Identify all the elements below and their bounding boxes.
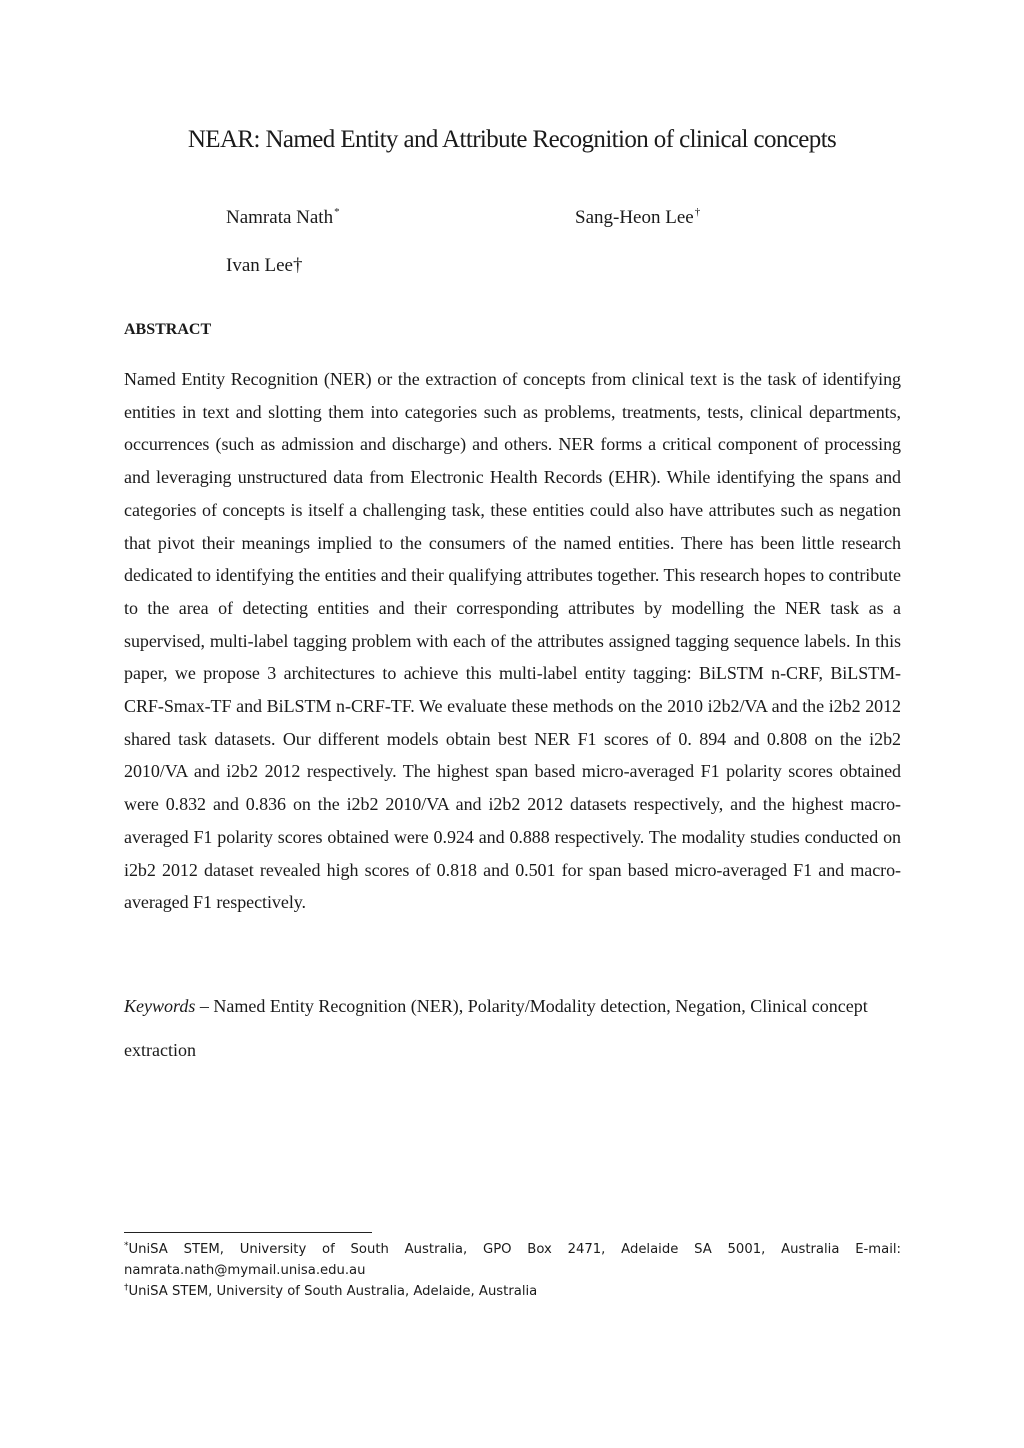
author-name: Sang-Heon Lee: [575, 207, 694, 228]
author-affiliation-mark: †: [694, 206, 701, 218]
abstract-heading: ABSTRACT: [124, 321, 212, 338]
footnote-mark: *: [124, 1241, 129, 1251]
footnote-mark: †: [124, 1283, 129, 1293]
footnote-affiliation-1: [124, 1239, 901, 1281]
footnote-text: UniSA STEM, University of South Australia, Adelaide, Australia: [128, 1284, 538, 1299]
author-namrata-nath: [226, 206, 340, 230]
author-ivan-lee: [226, 254, 302, 278]
footnote-affiliation-2: [124, 1281, 901, 1302]
keywords-text: – Named Entity Recognition (NER), Polarity/Modality detection, Negation, Clinical concept extraction: [124, 996, 868, 1060]
author-sang-heon-lee: [575, 206, 700, 230]
footnotes: [124, 1239, 901, 1302]
author-name: Ivan Lee†: [226, 255, 303, 276]
author-affiliation-mark: *: [334, 206, 340, 218]
footnote-divider: [124, 1232, 372, 1233]
footnote-text: UniSA STEM, University of South Australia, GPO Box 2471, Adelaide SA 5001, Australia E-mail: namrata.nath@mymail.unisa.edu.au: [124, 1242, 901, 1278]
keywords-label: Keywords: [124, 996, 196, 1016]
keywords-line: [124, 984, 904, 1072]
paper-title: NEAR: Named Entity and Attribute Recognition of clinical concepts: [187, 126, 837, 153]
author-name: Namrata Nath: [226, 207, 334, 228]
abstract-text: Named Entity Recognition (NER) or the extraction of concepts from clinical text is the task of identifying entities in text and slotting them into categories such as problems, treatments, tests, clinical departments, occurrences (such as admission and discharge) and others. NER forms a critical component of processing and leveraging unstructured data from Electronic Health Records (EHR). While identifying the spans and categories of concepts is itself a challenging task, these entities could also have attributes such as negation that pivot their meanings implied to the consumers of the named entities. There has been little research dedicated to identifying the entities and their qualifying attributes together. This research hopes to contribute to the area of detecting entities and their corresponding attributes by modelling the NER task as a supervised, multi-label tagging problem with each of the attributes assigned tagging sequence labels. In this paper, we propose 3 architectures to achieve this multi-label entity tagging: BiLSTM n-CRF, BiLSTM-CRF-Smax-TF and BiLSTM n-CRF-TF. We evaluate these methods on the 2010 i2b2/VA and the i2b2 2012 shared task datasets. Our different models obtain best NER F1 scores of 0. 894 and 0.808 on the i2b2 2010/VA and i2b2 2012 respectively. The highest span based micro-averaged F1 polarity scores obtained were 0.832 and 0.836 on the i2b2 2010/VA and i2b2 2012 datasets respectively, and the highest macro-averaged F1 polarity scores obtained were 0.924 and 0.888 respectively. The modality studies conducted on i2b2 2012 dataset revealed high scores of 0.818 and 0.501 for span based micro-averaged F1 and macro-averaged F1 respectively.: [124, 369, 901, 913]
